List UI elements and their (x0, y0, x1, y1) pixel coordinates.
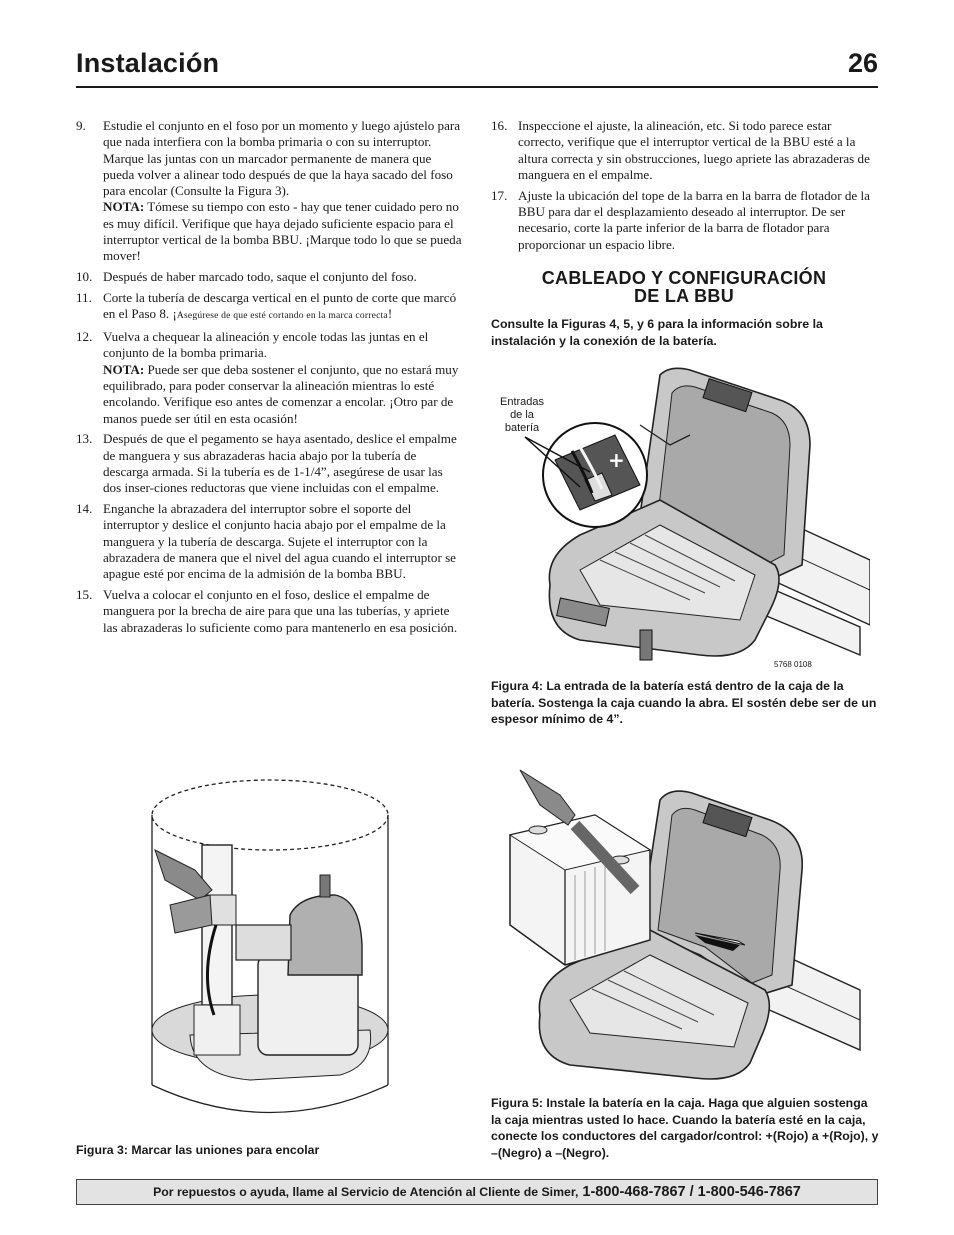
step-text: Corte la tubería de descarga vertical en el punto de corte que marcó en el Paso 8. ¡ (103, 289, 457, 322)
step-15 (76, 587, 464, 636)
callout-line2: de la (510, 409, 534, 421)
step-text: Inspeccione el ajuste, la alineación, etc. Si todo parece estar correcto, verifique que el interruptor vertical de la BBU esté a la altura correcta y sin obstrucciones, luego apriete las abrazaderas de manguera en el empalme. (518, 118, 870, 182)
section-heading-line2: DE LA BBU (633, 286, 735, 306)
step-text: Ajuste la ubicación del tope de la barra en la barra de flotador de la BBU para dar el desplazamiento deseado al interruptor. De ser necesario, corte la parte inferior de la barra de flotador para proporcionar un espacio libre. (518, 187, 870, 252)
right-column (491, 118, 879, 257)
figure-4-code: 5768 0108 (774, 660, 812, 669)
step-text: Vuelva a colocar el conjunto en el foso, deslice el empalme de manguera por la brecha de aire para que una las tuberías, y apriete las abrazaderas lo suficiente como para mantenerlo en esa posición. (103, 587, 458, 635)
step-small-caps: Asegúrese de que esté cortando en la marca correcta (176, 310, 388, 322)
step-13 (76, 431, 464, 496)
step-number: 9. (76, 118, 86, 133)
step-text: Vuelva a chequear la alineación y encole todas las juntas en el conjunto de la bomba primaria. (103, 329, 429, 361)
note-text: Tómese su tiempo con esto - hay que tener cuidado pero no es muy difícil. Verifique que haya dejado suficiente espacio para el interruptor vertical de la bomba BBU. ¡Marque todo lo que se pueda mover! (103, 199, 462, 264)
figure-4-caption: Figura 4: La entrada de la batería está dentro de la caja de la batería. Sostenga la caja cuando la abra. El sostén debe ser de un espesor mínimo de 4”. (491, 679, 877, 727)
figure-3-illustration (140, 775, 400, 1135)
step-text: Enganche la abrazadera del interruptor sobre el soporte del interruptor y deslice el conjunto hacia abajo por el empalme de la manguera y la tubería de descarga. Sujete el interruptor con la abrazadera de manera que el nivel del agua cuando el interruptor se apague esté por encima de la admisión de la bomba BBU. (103, 501, 456, 582)
section-heading-line1: CABLEADO Y CONFIGURACIÓN (541, 268, 827, 288)
figure-4-callout (491, 396, 553, 435)
note-label: NOTA: (103, 361, 145, 377)
callout-line1: Entradas (499, 396, 545, 408)
step-number: 11. (76, 289, 92, 305)
step-text: Estudie el conjunto en el foso por un momento y luego ajústelo para que nada interfiera con la bomba primaria o con su interruptor. Marque las juntas con un marcador permanente de manera que pueda volver a alinear todo después de que la haya sacado del foso para encolar (Consulte la Figura 3). (103, 118, 461, 199)
left-steps (76, 118, 464, 636)
section-heading (491, 269, 877, 305)
right-steps (491, 118, 879, 253)
step-number: 13. (76, 431, 93, 447)
step-16 (491, 118, 879, 183)
note-label: NOTA: (103, 199, 145, 215)
header-rule (76, 86, 878, 88)
footer-text: Por repuestos o ayuda, llame al Servicio de Atención al Cliente de Simer, (153, 1185, 579, 1199)
step-9 (76, 118, 464, 265)
note-text: Puede ser que deba sostener el conjunto, que no estará muy equilibrado, para poder conservar la alineación mientras lo esté encolando. Verifique eso antes de comenzar a encolar. ¡Otro par de manos puede ser útil en esta ocasión! (103, 361, 459, 426)
section-intro: Consulte la Figuras 4, 5, y 6 para la información sobre la instalación y la conexión de la batería. (491, 317, 823, 348)
step-number: 10. (76, 269, 93, 285)
step-11 (76, 290, 464, 325)
step-17 (491, 188, 879, 253)
page-title: Instalación (76, 48, 220, 78)
svg-text:+ –: + – (608, 448, 642, 472)
step-text: Después de haber marcado todo, saque el conjunto del foso. (103, 269, 417, 285)
figure-4-illustration (540, 365, 870, 675)
figure-3-caption: Figura 3: Marcar las uniones para encolar (76, 1143, 320, 1157)
left-column (76, 118, 464, 640)
callout-arrows (520, 432, 600, 502)
footer-phone-numbers: 1-800-468-7867 / 1-800-546-7867 (582, 1184, 801, 1200)
step-number: 17. (491, 187, 508, 203)
step-14 (76, 501, 464, 582)
footer-bar (76, 1179, 878, 1205)
step-number: 15. (76, 587, 93, 603)
figure-5-caption: Figura 5: Instale la batería en la caja. Haga que alguien sostenga la caja mientras usted lo hace. Cuando la batería esté en la caja, conecte los conductores del cargador/control: +(Rojo) a +(Rojo), y –(Negro) a –(Negro). (491, 1096, 879, 1160)
figure-5-illustration (500, 765, 870, 1090)
step-number: 16. (491, 118, 508, 133)
step-text-end: ! (387, 306, 393, 322)
step-12 (76, 329, 464, 427)
step-number: 14. (76, 501, 93, 517)
page-number: 26 (847, 48, 878, 78)
step-text: Después de que el pegamento se haya asentado, deslice el empalme de manguera y sus abrazaderas hacia abajo por la tubería de descarga armada. Si la tubería es de 1-1/4”, asegúrese de usar las dos inser-ciones reductoras que viene incluidas con el empalme. (103, 431, 457, 496)
callout-line3: batería (504, 422, 540, 434)
step-number: 12. (76, 329, 93, 345)
step-10 (76, 269, 464, 285)
